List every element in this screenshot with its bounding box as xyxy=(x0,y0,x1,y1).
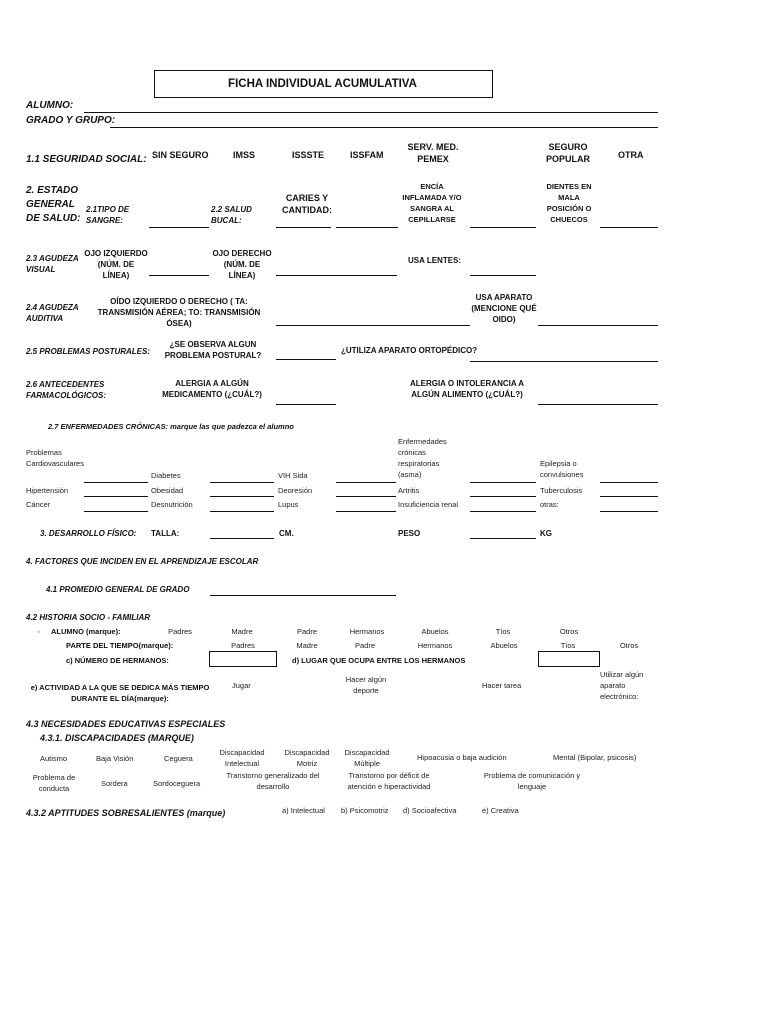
peso-field[interactable] xyxy=(470,538,536,539)
encia-field[interactable] xyxy=(470,227,536,228)
aptitud-psicomotriz[interactable]: b) Psicomotriz xyxy=(341,806,389,815)
cronicas-label: 2.7 ENFERMEDADES CRÓNICAS: marque las que padezca el alumno xyxy=(48,422,294,431)
disc-tgd[interactable]: Transtorno generalizado del desarrollo xyxy=(226,771,320,791)
aptitud-intelectual[interactable]: a) Intelectual xyxy=(282,806,325,815)
seguridad-label: 1.1 SEGURIDAD SOCIAL: xyxy=(26,154,147,165)
lupus-field[interactable] xyxy=(336,511,396,512)
cronicas-depresion[interactable]: Deoresión xyxy=(278,486,313,495)
tiempo-padres[interactable]: Padres xyxy=(231,641,255,650)
disc-intelectual[interactable]: Discapacidad Intelectual xyxy=(219,748,265,768)
num-hermanos-label: c) NÚMERO DE HERMANOS: xyxy=(66,656,169,665)
disc-sordoceguera[interactable]: Sordoceguera xyxy=(153,779,201,788)
alumno-field[interactable] xyxy=(84,112,658,113)
grado-label: GRADO Y GRUPO: xyxy=(26,115,116,126)
peso-label: PESO xyxy=(398,529,421,538)
tiempo-padre[interactable]: Padre xyxy=(354,641,375,650)
renal-field[interactable] xyxy=(470,511,536,512)
otras-field[interactable] xyxy=(600,511,658,512)
caries-label: CARIES Y CANTIDAD: xyxy=(282,193,332,215)
seguridad-option-sin-seguro[interactable]: SIN SEGURO xyxy=(152,150,209,160)
ortopedico-field[interactable] xyxy=(470,361,658,362)
ortopedico-label: ¿UTILIZA APARATO ORTOPÉDICO? xyxy=(341,346,478,355)
actividad-electronico[interactable]: Utilizar algún aparato electrónico: xyxy=(600,670,644,701)
farmaco-label: 2.6 ANTECEDENTES FARMACOLÓGICOS: xyxy=(26,380,106,400)
cancer-field[interactable] xyxy=(84,511,148,512)
cronicas-tuberculosis[interactable]: Tuberculosis xyxy=(540,486,583,495)
cronicas-desnutricion[interactable]: Desnutrición xyxy=(151,500,193,509)
vive-otros[interactable]: Otros xyxy=(559,627,579,636)
diabetes-field[interactable] xyxy=(210,482,274,483)
respiratorias-field[interactable] xyxy=(470,482,536,483)
aparato-label: USA APARATO (MENCIONE QUÉ OIDO) xyxy=(471,293,537,324)
page-title: FICHA INDIVIDUAL ACUMULATIVA xyxy=(228,78,417,90)
actividad-jugar[interactable]: Jugar xyxy=(232,681,251,690)
disc-autismo[interactable]: Autismo xyxy=(40,754,68,763)
vive-padres[interactable]: Padres xyxy=(168,627,192,636)
postural-field[interactable] xyxy=(276,359,336,360)
disc-lenguaje[interactable]: Problema de comunicación y lenguaje xyxy=(483,771,581,791)
ojo-izq-field[interactable] xyxy=(149,275,209,276)
tuberculosis-field[interactable] xyxy=(600,496,658,497)
ojo-der-field[interactable] xyxy=(276,275,397,276)
tipo-sangre-label: 2.1TIPO DE SANGRE: xyxy=(86,205,130,225)
promedio-label: 4.1 PROMEDIO GENERAL DE GRADO xyxy=(46,585,190,594)
disc-label: 4.3.1. DISCAPACIDADES (MARQUE) xyxy=(40,733,194,743)
seguridad-option-otra[interactable]: OTRA xyxy=(618,150,644,160)
salud-label: 2. ESTADO GENERAL DE SALUD: xyxy=(26,185,81,224)
vive-abuelos[interactable]: Abuelos xyxy=(421,627,449,636)
oido-field[interactable] xyxy=(276,325,470,326)
vive-madre[interactable]: Madre xyxy=(231,627,253,636)
socio-comma: ‚ xyxy=(38,625,40,634)
tiempo-otros[interactable]: Otros xyxy=(619,641,639,650)
medicamento-label: ALERGIA A ALGÚN MEDICAMENTO (¿CUÁL?) xyxy=(162,379,262,399)
cronicas-hipertension[interactable]: Hipertensión xyxy=(26,486,69,495)
vive-tios[interactable]: Tíos xyxy=(495,627,511,636)
alimento-field[interactable] xyxy=(538,404,658,405)
disc-motriz[interactable]: Discapacidad Motriz xyxy=(284,748,330,768)
disc-tdah[interactable]: Transtorno por déficit de atención e hiperactividad xyxy=(347,771,431,791)
cronicas-vih[interactable]: VIH Sida xyxy=(278,471,308,480)
visual-label: 2.3 AGUDEZA VISUAL xyxy=(26,254,79,274)
ojo-der-label: OJO DERECHO (NÚM. DE LÍNEA) xyxy=(212,249,272,280)
cronicas-respiratorias[interactable]: Enfermedades crónicas respiratorias (asma) xyxy=(398,437,447,479)
talla-label: TALLA: xyxy=(151,529,180,538)
socio-label: 4.2 HISTORIA SOCIO - FAMILIAR xyxy=(26,613,151,622)
disc-hipoacusia[interactable]: Hipoacusia o baja audición xyxy=(417,753,507,762)
seguridad-option-imss[interactable]: IMSS xyxy=(233,150,256,160)
lugar-box[interactable] xyxy=(538,651,600,667)
tiempo-hermanos[interactable]: Hermanos xyxy=(417,641,453,650)
disc-multiple[interactable]: Discapacidad Múltiple xyxy=(344,748,390,768)
dientes-field[interactable] xyxy=(600,227,658,228)
talla-field[interactable] xyxy=(210,538,274,539)
aparato-field[interactable] xyxy=(538,325,658,326)
seguridad-option-issste[interactable]: ISSSTE xyxy=(292,150,325,160)
cronicas-diabetes[interactable]: Diabetes xyxy=(151,471,181,480)
lentes-field[interactable] xyxy=(470,275,536,276)
disc-ceguera[interactable]: Ceguera xyxy=(164,754,193,763)
actividad-deporte[interactable]: Hacer algún deporte xyxy=(345,675,387,695)
auditiva-label: 2.4 AGUDEZA AUDITIVA xyxy=(26,303,79,323)
cronicas-lupus[interactable]: Lupus xyxy=(278,500,299,509)
salud-bucal-field[interactable] xyxy=(276,227,331,228)
salud-bucal-label: 2.2 SALUD BUCAL: xyxy=(211,205,252,225)
cronicas-epilepsia[interactable]: Epilepsia o convulsiones xyxy=(540,459,584,479)
cronicas-obesidad[interactable]: Obesidad xyxy=(151,486,184,495)
tiempo-abuelos[interactable]: Abuelos xyxy=(490,641,518,650)
cm-label: CM. xyxy=(279,529,294,538)
postural-question: ¿SE OBSERVA ALGUN PROBLEMA POSTURAL? xyxy=(164,340,262,360)
disc-conducta[interactable]: Problema de conducta xyxy=(32,773,76,793)
tipo-sangre-field[interactable] xyxy=(149,227,209,228)
grado-field[interactable] xyxy=(110,127,658,128)
lugar-label: d) LUGAR QUE OCUPA ENTRE LOS HERMANOS xyxy=(292,656,466,665)
aptitud-creativa[interactable]: e) Creativa xyxy=(482,806,519,815)
postural-label: 2.5 PROBLEMAS POSTURALES: xyxy=(26,347,151,356)
actividad-label: e) ACTIVIDAD A LA QUE SE DEDICA MÁS TIEMPO DURANTE EL DÍA(marque): xyxy=(30,683,210,703)
vive-label: ALUMNO (marque): xyxy=(51,627,121,636)
obesidad-field[interactable] xyxy=(210,496,274,497)
aptitud-socioafectiva[interactable]: d) Socioafectiva xyxy=(403,806,457,815)
tiempo-label: PARTE DEL TIEMPO(marque): xyxy=(66,641,174,650)
seguridad-option-popular[interactable]: SEGURO POPULAR xyxy=(545,142,590,164)
cronicas-renal[interactable]: Insuficiencia renal xyxy=(398,500,459,509)
depresion-field[interactable] xyxy=(336,496,396,497)
promedio-field[interactable] xyxy=(210,595,396,596)
seguridad-option-issfam[interactable]: ISSFAM xyxy=(350,150,384,160)
tiempo-madre[interactable]: Madre xyxy=(296,641,318,650)
artritis-field[interactable] xyxy=(470,496,536,497)
fisico-label: 3. DESARROLLO FÍSICO: xyxy=(40,529,137,538)
cronicas-cardio[interactable]: Problemas Cardiovasculares xyxy=(26,448,84,468)
alimento-label: ALERGIA O INTOLERANCIA A ALGÚN ALIMENTO (¿CUÁL?) xyxy=(409,379,525,399)
cronicas-otras[interactable]: otras: xyxy=(540,500,559,509)
kg-label: KG xyxy=(540,529,552,538)
factores-label: 4. FACTORES QUE INCIDEN EN EL APRENDIZAJE ESCOLAR xyxy=(26,557,259,566)
tiempo-tios[interactable]: Tíos xyxy=(560,641,576,650)
alumno-label: ALUMNO: xyxy=(26,100,74,111)
num-hermanos-box[interactable] xyxy=(209,651,277,667)
aptitudes-label: 4.3.2 APTITUDES SOBRESALIENTES (marque) xyxy=(26,808,226,818)
caries-field[interactable] xyxy=(336,227,398,228)
disc-baja-vision[interactable]: Baja Visión xyxy=(96,754,134,763)
vive-padre[interactable]: Padre xyxy=(296,627,317,636)
cronicas-cancer[interactable]: Cáncer xyxy=(26,500,51,509)
ojo-izq-label: OJO IZQUIERDO (NÚM. DE LÍNEA) xyxy=(84,249,148,280)
lentes-label: USA LENTES: xyxy=(408,256,462,265)
hipertension-field[interactable] xyxy=(84,496,148,497)
disc-mental[interactable]: Mental (Bipolar, psicosis) xyxy=(553,753,637,762)
nee-label: 4.3 NECESIDADES EDUCATIVAS ESPECIALES xyxy=(26,719,226,729)
disc-sordera[interactable]: Sordera xyxy=(101,779,128,788)
epilepsia-field[interactable] xyxy=(600,482,658,483)
vive-hermanos[interactable]: Hermanos xyxy=(349,627,385,636)
cronicas-artritis[interactable]: Artritis xyxy=(398,486,420,495)
desnutricion-field[interactable] xyxy=(210,511,274,512)
encia-label: ENCÍA INFLAMADA Y/O SANGRA AL CEPILLARSE xyxy=(402,182,462,224)
oido-label: OÍDO IZQUIERDO O DERECHO ( TA: TRANSMISIÓN AÉREA; TO: TRANSMISIÓN ÓSEA) xyxy=(97,297,261,328)
vih-field[interactable] xyxy=(336,482,396,483)
actividad-tarea[interactable]: Hacer tarea xyxy=(482,681,522,690)
cardio-field[interactable] xyxy=(84,482,148,483)
dientes-label: DIENTES EN MALA POSICIÓN O CHUECOS xyxy=(546,182,592,224)
seguridad-option-pemex[interactable]: SERV. MED. PEMEX xyxy=(407,142,459,164)
medicamento-field[interactable] xyxy=(276,404,336,405)
